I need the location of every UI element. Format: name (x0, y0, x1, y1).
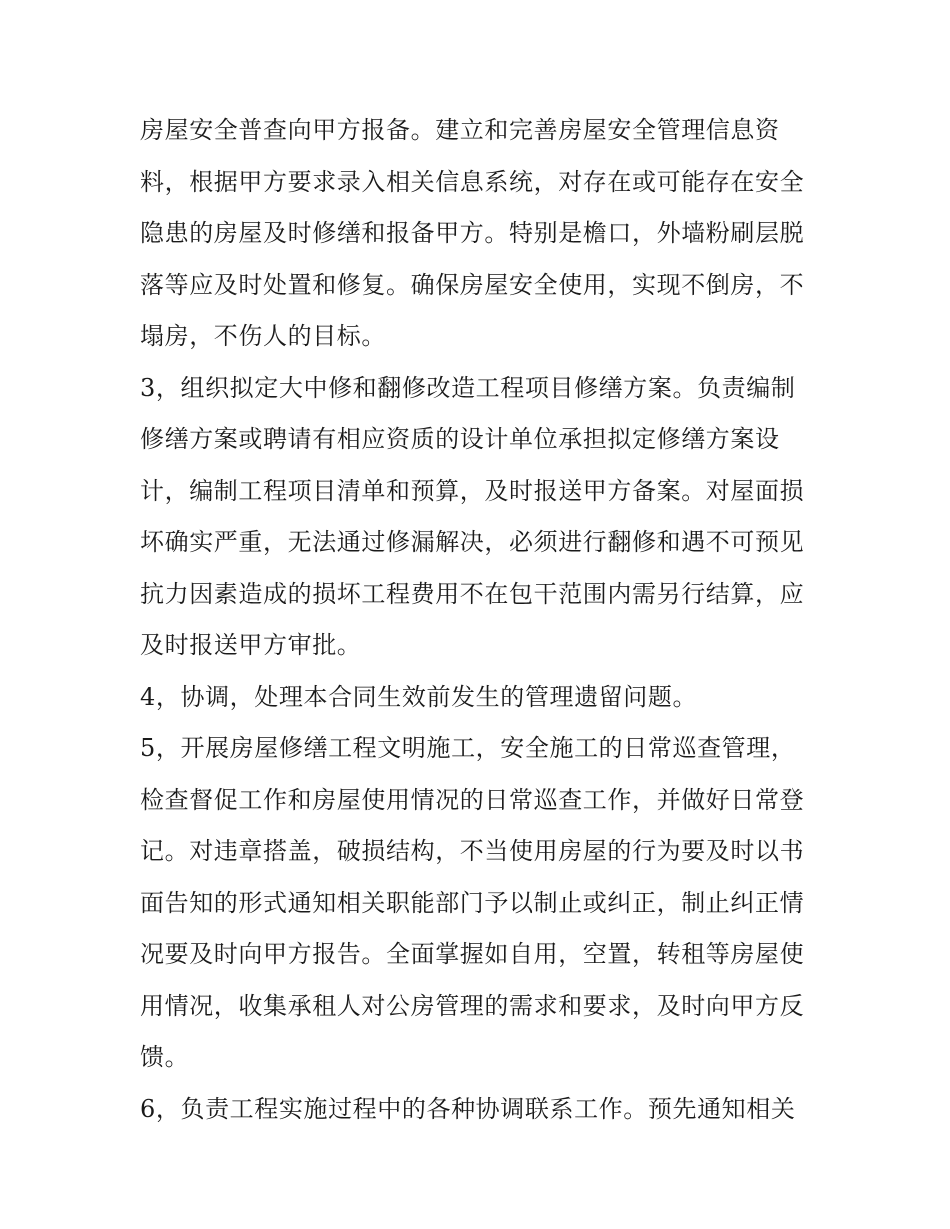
text-line: 4，协调，处理本合同生效前发生的管理遗留问题。 (140, 682, 698, 711)
document-body (140, 105, 820, 1135)
text-line: 5，开展房屋修缮工程文明施工，安全施工的日常巡查管理， (140, 734, 796, 762)
text-line: 检查督促工作和房屋使用情况的日常巡查工作，并做好日常登 (140, 785, 805, 814)
text-line: 落等应及时处置和修复。确保房屋安全使用，实现不倒房，不 (140, 270, 805, 299)
text-line: 隐患的房屋及时修缮和报备甲方。特别是檐口，外墙粉刷层脱 (140, 219, 805, 247)
text-line: 塌房，不伤人的目标。 (140, 322, 386, 350)
text-line: 计，编制工程项目清单和预算，及时报送甲方备案。对屋面损 (140, 476, 805, 505)
text-line: 抗力因素造成的损坏工程费用不在包干范围内需另行结算，应 (140, 579, 805, 608)
text-line: 6，负责工程实施过程中的各种协调联系工作。预先通知相关 (140, 1094, 796, 1123)
text-line: 况要及时向甲方报告。全面掌握如自用，空置，转租等房屋使 (140, 940, 805, 968)
text-line: 用情况，收集承租人对公房管理的需求和要求，及时向甲方反 (140, 991, 805, 1020)
text-line: 记。对违章搭盖，破损结构，不当使用房屋的行为要及时以书 (140, 837, 805, 865)
text-line: 坏确实严重，无法通过修漏解决，必须进行翻修和遇不可预见 (140, 528, 805, 556)
text-line: 料，根据甲方要求录入相关信息系统，对存在或可能存在安全 (140, 167, 805, 196)
text-line: 3，组织拟定大中修和翻修改造工程项目修缮方案。负责编制 (140, 373, 796, 402)
text-line: 面告知的形式通知相关职能部门予以制止或纠正，制止纠正情 (140, 888, 805, 917)
text-line: 及时报送甲方审批。 (140, 631, 362, 659)
text-line: 馈。 (140, 1043, 190, 1071)
text-line: 修缮方案或聘请有相应资质的设计单位承担拟定修缮方案设 (140, 425, 780, 453)
text-line: 房屋安全普查向甲方报备。建立和完善房屋安全管理信息资 (140, 116, 780, 144)
